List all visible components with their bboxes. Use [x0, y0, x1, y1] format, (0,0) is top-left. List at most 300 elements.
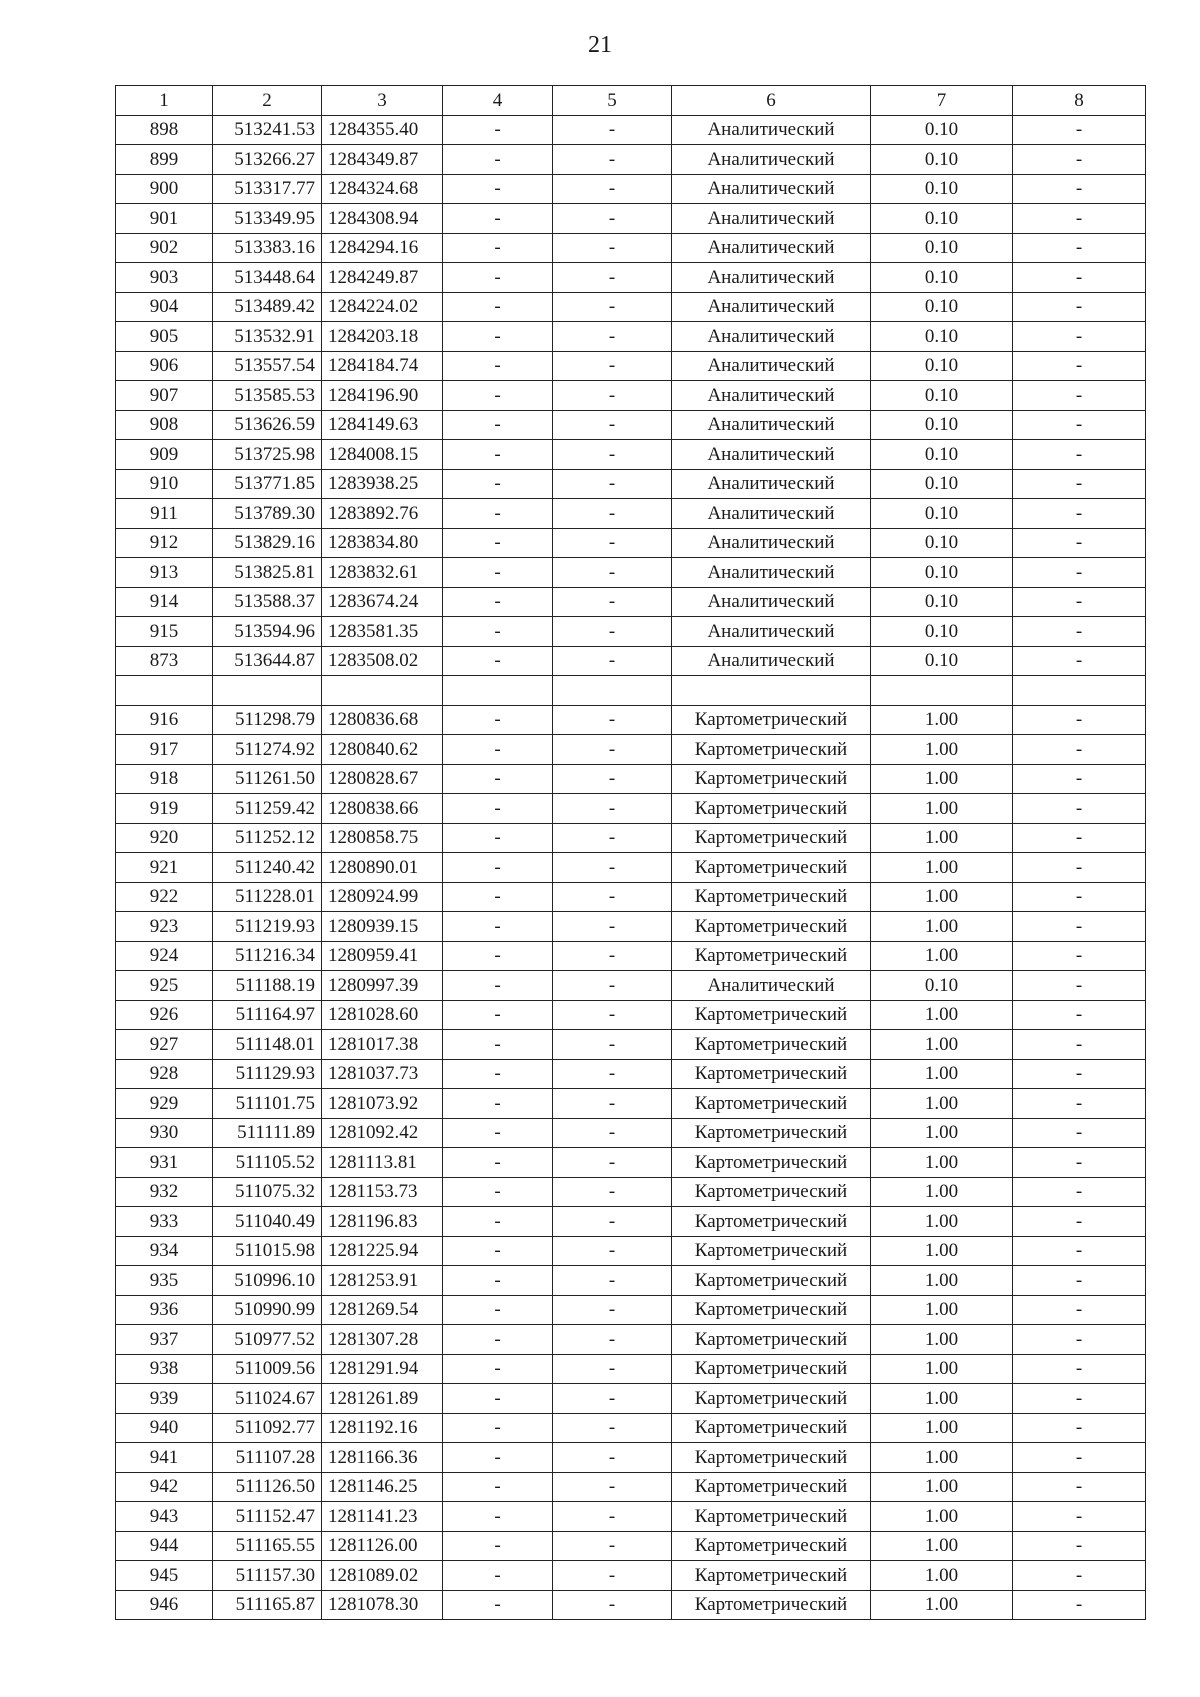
accuracy-cell: 1.00 [871, 912, 1013, 942]
method-cell: Аналитический [672, 617, 871, 647]
accuracy-cell: 1.00 [871, 705, 1013, 735]
column-8-cell: - [1013, 115, 1146, 145]
x-coordinate-cell: 511152.47 [213, 1502, 322, 1532]
table-row [116, 912, 1146, 942]
column-8-cell: - [1013, 1413, 1146, 1443]
accuracy-cell: 0.10 [871, 587, 1013, 617]
column-5-cell: - [553, 1384, 672, 1414]
accuracy-cell: 0.10 [871, 558, 1013, 588]
y-coordinate-cell: 1281192.16 [322, 1413, 443, 1443]
table-row [116, 941, 1146, 971]
point-number-cell: 900 [116, 174, 213, 204]
method-cell: Картометрический [672, 1325, 871, 1355]
table-row [116, 1590, 1146, 1620]
column-5-cell: - [553, 823, 672, 853]
table-row [116, 646, 1146, 676]
y-coordinate-cell: 1281261.89 [322, 1384, 443, 1414]
column-4-cell: - [443, 528, 553, 558]
column-8-cell: - [1013, 646, 1146, 676]
column-4-cell: - [443, 1561, 553, 1591]
table-row [116, 1118, 1146, 1148]
point-number-cell: 944 [116, 1531, 213, 1561]
column-5-cell: - [553, 617, 672, 647]
table-row [116, 410, 1146, 440]
method-cell: Картометрический [672, 853, 871, 883]
column-5-cell: - [553, 912, 672, 942]
table-row [116, 1531, 1146, 1561]
column-header: 4 [443, 86, 553, 116]
y-coordinate-cell: 1281092.42 [322, 1118, 443, 1148]
method-cell: Картометрический [672, 1561, 871, 1591]
x-coordinate-cell: 511129.93 [213, 1059, 322, 1089]
column-5-cell: - [553, 646, 672, 676]
y-coordinate-cell: 1284196.90 [322, 381, 443, 411]
accuracy-cell: 0.10 [871, 410, 1013, 440]
column-5-cell: - [553, 941, 672, 971]
y-coordinate-cell: 1280836.68 [322, 705, 443, 735]
column-4-cell: - [443, 823, 553, 853]
x-coordinate-cell: 511252.12 [213, 823, 322, 853]
point-number-cell: 916 [116, 705, 213, 735]
table-row [116, 204, 1146, 234]
method-cell: Аналитический [672, 115, 871, 145]
table-row [116, 735, 1146, 765]
x-coordinate-cell: 513532.91 [213, 322, 322, 352]
method-cell: Картометрический [672, 1207, 871, 1237]
accuracy-cell: 1.00 [871, 1236, 1013, 1266]
column-4-cell: - [443, 1531, 553, 1561]
y-coordinate-cell: 1280939.15 [322, 912, 443, 942]
table-row [116, 469, 1146, 499]
x-coordinate-cell: 511009.56 [213, 1354, 322, 1384]
column-8-cell: - [1013, 971, 1146, 1001]
x-coordinate-cell: 511274.92 [213, 735, 322, 765]
table-header-row [116, 86, 1146, 116]
table-row [116, 322, 1146, 352]
table-row [116, 764, 1146, 794]
column-5-cell: - [553, 1590, 672, 1620]
column-5-cell: - [553, 233, 672, 263]
x-coordinate-cell: 511015.98 [213, 1236, 322, 1266]
x-coordinate-cell: 513317.77 [213, 174, 322, 204]
column-4-cell: - [443, 1059, 553, 1089]
method-cell: Картометрический [672, 1000, 871, 1030]
y-coordinate-cell: 1283581.35 [322, 617, 443, 647]
column-5-cell: - [553, 1148, 672, 1178]
x-coordinate-cell: 511157.30 [213, 1561, 322, 1591]
accuracy-cell: 0.10 [871, 440, 1013, 470]
y-coordinate-cell: 1281126.00 [322, 1531, 443, 1561]
method-cell: Аналитический [672, 233, 871, 263]
accuracy-cell: 1.00 [871, 1118, 1013, 1148]
point-number-cell: 946 [116, 1590, 213, 1620]
accuracy-cell [871, 676, 1013, 706]
x-coordinate-cell: 513825.81 [213, 558, 322, 588]
x-coordinate-cell: 511105.52 [213, 1148, 322, 1178]
x-coordinate-cell: 513771.85 [213, 469, 322, 499]
y-coordinate-cell: 1284249.87 [322, 263, 443, 293]
point-number-cell: 907 [116, 381, 213, 411]
table-row [116, 174, 1146, 204]
table-row [116, 1472, 1146, 1502]
x-coordinate-cell: 510977.52 [213, 1325, 322, 1355]
method-cell: Картометрический [672, 794, 871, 824]
y-coordinate-cell: 1281089.02 [322, 1561, 443, 1591]
y-coordinate-cell: 1281141.23 [322, 1502, 443, 1532]
point-number-cell: 923 [116, 912, 213, 942]
method-cell: Картометрический [672, 823, 871, 853]
x-coordinate-cell: 511240.42 [213, 853, 322, 883]
column-4-cell: - [443, 322, 553, 352]
point-number-cell: 924 [116, 941, 213, 971]
y-coordinate-cell: 1280858.75 [322, 823, 443, 853]
method-cell: Аналитический [672, 351, 871, 381]
method-cell: Картометрический [672, 1266, 871, 1296]
accuracy-cell: 1.00 [871, 1384, 1013, 1414]
table-row [116, 145, 1146, 175]
column-5-cell: - [553, 174, 672, 204]
point-number-cell: 943 [116, 1502, 213, 1532]
table-row [116, 1177, 1146, 1207]
table-row [116, 1443, 1146, 1473]
x-coordinate-cell: 511216.34 [213, 941, 322, 971]
point-number-cell: 922 [116, 882, 213, 912]
y-coordinate-cell: 1281253.91 [322, 1266, 443, 1296]
column-5-cell: - [553, 1000, 672, 1030]
point-number-cell: 913 [116, 558, 213, 588]
accuracy-cell: 0.10 [871, 322, 1013, 352]
y-coordinate-cell: 1281269.54 [322, 1295, 443, 1325]
column-8-cell: - [1013, 410, 1146, 440]
point-number-cell: 928 [116, 1059, 213, 1089]
y-coordinate-cell: 1280840.62 [322, 735, 443, 765]
y-coordinate-cell: 1281078.30 [322, 1590, 443, 1620]
column-5-cell: - [553, 322, 672, 352]
method-cell: Картометрический [672, 1148, 871, 1178]
accuracy-cell: 0.10 [871, 115, 1013, 145]
y-coordinate-cell: 1284294.16 [322, 233, 443, 263]
column-4-cell: - [443, 1030, 553, 1060]
point-number-cell: 921 [116, 853, 213, 883]
method-cell: Картометрический [672, 1030, 871, 1060]
y-coordinate-cell: 1283508.02 [322, 646, 443, 676]
column-8-cell: - [1013, 587, 1146, 617]
column-8-cell: - [1013, 705, 1146, 735]
column-4-cell: - [443, 1384, 553, 1414]
column-4-cell: - [443, 499, 553, 529]
column-4-cell: - [443, 1472, 553, 1502]
column-8-cell: - [1013, 1148, 1146, 1178]
y-coordinate-cell: 1280997.39 [322, 971, 443, 1001]
point-number-cell: 909 [116, 440, 213, 470]
y-coordinate-cell: 1281017.38 [322, 1030, 443, 1060]
accuracy-cell: 0.10 [871, 971, 1013, 1001]
accuracy-cell: 0.10 [871, 204, 1013, 234]
column-header: 5 [553, 86, 672, 116]
point-number-cell: 931 [116, 1148, 213, 1178]
column-header: 8 [1013, 86, 1146, 116]
column-8-cell: - [1013, 735, 1146, 765]
column-8-cell: - [1013, 1502, 1146, 1532]
column-5-cell: - [553, 705, 672, 735]
x-coordinate-cell: 513241.53 [213, 115, 322, 145]
point-number-cell: 873 [116, 646, 213, 676]
point-number-cell: 942 [116, 1472, 213, 1502]
column-5-cell: - [553, 794, 672, 824]
x-coordinate-cell: 511164.97 [213, 1000, 322, 1030]
accuracy-cell: 0.10 [871, 263, 1013, 293]
table-row [116, 617, 1146, 647]
column-8-cell: - [1013, 882, 1146, 912]
y-coordinate-cell: 1280828.67 [322, 764, 443, 794]
method-cell: Картометрический [672, 912, 871, 942]
method-cell: Картометрический [672, 1177, 871, 1207]
accuracy-cell: 0.10 [871, 499, 1013, 529]
point-number-cell: 911 [116, 499, 213, 529]
column-4-cell: - [443, 1177, 553, 1207]
y-coordinate-cell: 1281225.94 [322, 1236, 443, 1266]
column-5-cell: - [553, 381, 672, 411]
column-8-cell: - [1013, 1266, 1146, 1296]
y-coordinate-cell: 1284224.02 [322, 292, 443, 322]
x-coordinate-cell: 511165.87 [213, 1590, 322, 1620]
method-cell: Картометрический [672, 1384, 871, 1414]
column-5-cell: - [553, 1207, 672, 1237]
table-row [116, 115, 1146, 145]
table-row [116, 292, 1146, 322]
point-number-cell: 936 [116, 1295, 213, 1325]
x-coordinate-cell: 511298.79 [213, 705, 322, 735]
column-8-cell: - [1013, 469, 1146, 499]
column-5-cell: - [553, 292, 672, 322]
x-coordinate-cell: 510990.99 [213, 1295, 322, 1325]
method-cell: Картометрический [672, 735, 871, 765]
accuracy-cell: 0.10 [871, 617, 1013, 647]
column-5-cell: - [553, 1472, 672, 1502]
y-coordinate-cell: 1281196.83 [322, 1207, 443, 1237]
column-8-cell: - [1013, 381, 1146, 411]
point-number-cell: 919 [116, 794, 213, 824]
point-number-cell: 914 [116, 587, 213, 617]
table-row [116, 1059, 1146, 1089]
accuracy-cell: 1.00 [871, 1148, 1013, 1178]
column-4-cell: - [443, 440, 553, 470]
column-5-cell: - [553, 351, 672, 381]
column-4-cell: - [443, 1207, 553, 1237]
method-cell: Аналитический [672, 558, 871, 588]
accuracy-cell: 1.00 [871, 853, 1013, 883]
point-number-cell: 918 [116, 764, 213, 794]
accuracy-cell: 0.10 [871, 351, 1013, 381]
method-cell: Картометрический [672, 1354, 871, 1384]
column-8-cell: - [1013, 1207, 1146, 1237]
point-number-cell: 898 [116, 115, 213, 145]
accuracy-cell: 1.00 [871, 1030, 1013, 1060]
y-coordinate-cell: 1283892.76 [322, 499, 443, 529]
column-4-cell: - [443, 1354, 553, 1384]
x-coordinate-cell: 513588.37 [213, 587, 322, 617]
column-4-cell: - [443, 1148, 553, 1178]
table-row [116, 1325, 1146, 1355]
accuracy-cell: 1.00 [871, 1531, 1013, 1561]
column-4-cell: - [443, 145, 553, 175]
method-cell: Аналитический [672, 440, 871, 470]
accuracy-cell: 1.00 [871, 1059, 1013, 1089]
method-cell: Аналитический [672, 499, 871, 529]
point-number-cell: 906 [116, 351, 213, 381]
column-4-cell: - [443, 558, 553, 588]
point-number-cell: 932 [116, 1177, 213, 1207]
accuracy-cell: 1.00 [871, 1502, 1013, 1532]
y-coordinate-cell: 1281028.60 [322, 1000, 443, 1030]
column-8-cell: - [1013, 351, 1146, 381]
method-cell: Аналитический [672, 292, 871, 322]
method-cell: Картометрический [672, 941, 871, 971]
column-4-cell: - [443, 587, 553, 617]
x-coordinate-cell: 513489.42 [213, 292, 322, 322]
point-number-cell: 930 [116, 1118, 213, 1148]
x-coordinate-cell: 513349.95 [213, 204, 322, 234]
accuracy-cell: 1.00 [871, 823, 1013, 853]
x-coordinate-cell: 513266.27 [213, 145, 322, 175]
table-row [116, 1089, 1146, 1119]
column-4-cell: - [443, 233, 553, 263]
method-cell: Картометрический [672, 1295, 871, 1325]
table-row [116, 233, 1146, 263]
accuracy-cell: 1.00 [871, 1266, 1013, 1296]
point-number-cell: 915 [116, 617, 213, 647]
table-row [116, 1236, 1146, 1266]
column-8-cell: - [1013, 1354, 1146, 1384]
column-4-cell: - [443, 469, 553, 499]
column-8-cell: - [1013, 794, 1146, 824]
y-coordinate-cell [322, 676, 443, 706]
accuracy-cell: 1.00 [871, 1000, 1013, 1030]
column-8-cell: - [1013, 1472, 1146, 1502]
column-5-cell: - [553, 204, 672, 234]
column-5-cell: - [553, 115, 672, 145]
column-4-cell: - [443, 1089, 553, 1119]
column-8-cell: - [1013, 145, 1146, 175]
point-number-cell: 941 [116, 1443, 213, 1473]
column-8-cell: - [1013, 1030, 1146, 1060]
accuracy-cell: 1.00 [871, 735, 1013, 765]
point-number-cell: 904 [116, 292, 213, 322]
x-coordinate-cell: 513626.59 [213, 410, 322, 440]
column-8-cell: - [1013, 764, 1146, 794]
y-coordinate-cell: 1283832.61 [322, 558, 443, 588]
y-coordinate-cell: 1280838.66 [322, 794, 443, 824]
table-row [116, 882, 1146, 912]
column-5-cell: - [553, 410, 672, 440]
method-cell: Картометрический [672, 764, 871, 794]
x-coordinate-cell: 511228.01 [213, 882, 322, 912]
column-5-cell: - [553, 1413, 672, 1443]
column-8-cell: - [1013, 1118, 1146, 1148]
x-coordinate-cell: 513448.64 [213, 263, 322, 293]
y-coordinate-cell: 1284349.87 [322, 145, 443, 175]
method-cell: Аналитический [672, 469, 871, 499]
table-row [116, 528, 1146, 558]
table-row [116, 823, 1146, 853]
method-cell: Картометрический [672, 1590, 871, 1620]
x-coordinate-cell: 511259.42 [213, 794, 322, 824]
column-4-cell: - [443, 174, 553, 204]
y-coordinate-cell: 1281307.28 [322, 1325, 443, 1355]
table-row [116, 705, 1146, 735]
column-4-cell: - [443, 1236, 553, 1266]
column-header: 6 [672, 86, 871, 116]
column-5-cell: - [553, 735, 672, 765]
column-8-cell: - [1013, 204, 1146, 234]
table-row [116, 1384, 1146, 1414]
column-4-cell: - [443, 941, 553, 971]
column-header: 7 [871, 86, 1013, 116]
table-row [116, 794, 1146, 824]
column-4-cell: - [443, 705, 553, 735]
y-coordinate-cell: 1281113.81 [322, 1148, 443, 1178]
column-4-cell: - [443, 735, 553, 765]
column-8-cell: - [1013, 1531, 1146, 1561]
x-coordinate-cell: 513829.16 [213, 528, 322, 558]
accuracy-cell: 1.00 [871, 1207, 1013, 1237]
column-4-cell: - [443, 853, 553, 883]
column-8-cell: - [1013, 1561, 1146, 1591]
point-number-cell: 902 [116, 233, 213, 263]
column-4-cell: - [443, 1325, 553, 1355]
column-8-cell: - [1013, 912, 1146, 942]
column-8-cell: - [1013, 558, 1146, 588]
table-row [116, 351, 1146, 381]
table-row [116, 1148, 1146, 1178]
method-cell: Картометрический [672, 705, 871, 735]
point-number-cell: 903 [116, 263, 213, 293]
column-8-cell: - [1013, 823, 1146, 853]
y-coordinate-cell: 1284184.74 [322, 351, 443, 381]
method-cell: Картометрический [672, 1118, 871, 1148]
method-cell: Аналитический [672, 174, 871, 204]
column-8-cell: - [1013, 174, 1146, 204]
table-row [116, 381, 1146, 411]
table-row [116, 1000, 1146, 1030]
y-coordinate-cell: 1283938.25 [322, 469, 443, 499]
column-4-cell: - [443, 1266, 553, 1296]
point-number-cell [116, 676, 213, 706]
column-header: 3 [322, 86, 443, 116]
point-number-cell: 927 [116, 1030, 213, 1060]
method-cell: Картометрический [672, 1502, 871, 1532]
x-coordinate-cell: 511040.49 [213, 1207, 322, 1237]
y-coordinate-cell: 1284203.18 [322, 322, 443, 352]
accuracy-cell: 0.10 [871, 145, 1013, 175]
x-coordinate-cell: 513725.98 [213, 440, 322, 470]
accuracy-cell: 0.10 [871, 233, 1013, 263]
x-coordinate-cell: 511101.75 [213, 1089, 322, 1119]
point-number-cell: 945 [116, 1561, 213, 1591]
x-coordinate-cell: 513594.96 [213, 617, 322, 647]
y-coordinate-cell: 1280959.41 [322, 941, 443, 971]
point-number-cell: 929 [116, 1089, 213, 1119]
x-coordinate-cell: 510996.10 [213, 1266, 322, 1296]
y-coordinate-cell: 1281166.36 [322, 1443, 443, 1473]
method-cell: Картометрический [672, 882, 871, 912]
column-4-cell: - [443, 204, 553, 234]
column-4-cell: - [443, 646, 553, 676]
y-coordinate-cell: 1284324.68 [322, 174, 443, 204]
x-coordinate-cell: 511024.67 [213, 1384, 322, 1414]
column-8-cell: - [1013, 1059, 1146, 1089]
column-8-cell: - [1013, 617, 1146, 647]
